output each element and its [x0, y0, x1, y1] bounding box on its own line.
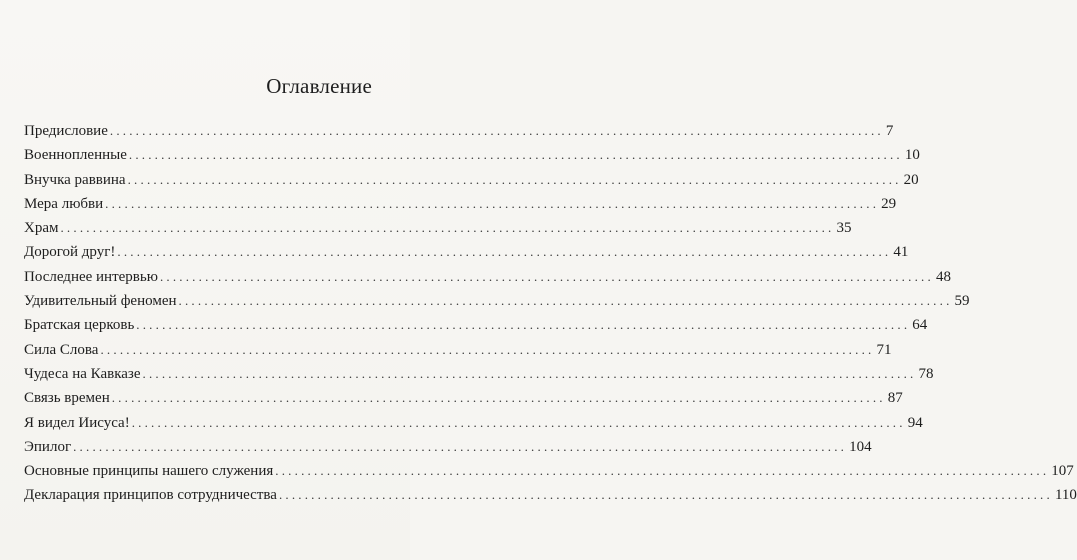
- toc-entry: [24, 168, 919, 192]
- dot-leader: ........................................................................................................................: [128, 147, 903, 163]
- toc-heading: Оглавление: [266, 74, 372, 98]
- toc-entry-title: Сила Слова: [24, 341, 99, 358]
- toc-entry-title: Дорогой друг!: [24, 244, 116, 261]
- toc-entry-title: Чудеса на Кавказе: [24, 365, 141, 382]
- toc-entry-page: 29: [881, 195, 897, 212]
- toc-entry: [24, 143, 920, 167]
- toc-entry-page: 110: [1054, 487, 1077, 504]
- toc-entry-page: 35: [836, 220, 852, 237]
- toc-entry-title: Последнее интервью: [24, 268, 158, 285]
- dot-leader: ........................................................................................................................: [131, 414, 906, 430]
- dot-leader: ........................................................................................................................: [142, 365, 917, 381]
- toc-entry-page: 20: [903, 171, 919, 188]
- toc-entry-title: Основные принципы нашего служения: [24, 463, 274, 480]
- toc-entry-page: 10: [904, 147, 920, 164]
- toc-entry: [24, 386, 903, 410]
- dot-leader: ........................................................................................................................: [109, 123, 884, 138]
- toc-entry: [24, 435, 872, 459]
- toc-entry-title: Предисловие: [24, 123, 108, 139]
- dot-leader: ........................................................................................................................: [127, 171, 902, 187]
- toc-entry-page: 59: [954, 293, 970, 310]
- toc-entry: [24, 313, 928, 337]
- toc-entry-page: 104: [849, 438, 872, 455]
- toc-entry-page: 71: [876, 341, 892, 358]
- dot-leader: ........................................................................................................................: [60, 220, 835, 236]
- toc-entry-title: Эпилог: [24, 438, 72, 455]
- dot-leader: ........................................................................................................................: [105, 195, 880, 211]
- toc-entry: [24, 483, 1077, 507]
- toc-entry-page: 94: [907, 414, 923, 431]
- toc-entry: [24, 459, 1074, 483]
- toc-entry: [24, 338, 892, 362]
- dot-leader: ........................................................................................................................: [100, 341, 875, 357]
- dot-leader: ........................................................................................................................: [178, 293, 953, 309]
- toc-entry-page: 107: [1051, 463, 1074, 480]
- toc-entry: [24, 216, 852, 240]
- table-of-contents: [24, 119, 1077, 508]
- toc-entry-page: 78: [918, 365, 934, 382]
- toc-entry-page: 41: [893, 244, 909, 261]
- toc-entry-title: Декларация принципов сотрудничества: [24, 487, 277, 504]
- toc-entry: [24, 240, 909, 264]
- toc-entry-page: 87: [887, 390, 903, 407]
- toc-entry-page: 48: [935, 268, 951, 285]
- toc-entry-page: 64: [912, 317, 928, 334]
- dot-leader: ........................................................................................................................: [159, 268, 934, 284]
- toc-entry-title: Я видел Иисуса!: [24, 414, 130, 431]
- dot-leader: ........................................................................................................................: [136, 317, 911, 333]
- dot-leader: ........................................................................................................................: [111, 390, 886, 406]
- dot-leader: ........................................................................................................................: [278, 487, 1053, 503]
- toc-entry-page: 7: [885, 123, 894, 139]
- toc-entry-title: Храм: [24, 220, 59, 237]
- toc-entry-title: Братская церковь: [24, 317, 135, 334]
- toc-entry: [24, 289, 970, 313]
- dot-leader: ........................................................................................................................: [275, 463, 1050, 479]
- toc-entry-title: Военнопленные: [24, 147, 127, 164]
- toc-entry: [24, 192, 897, 216]
- toc-entry-title: Внучка раввина: [24, 171, 126, 188]
- toc-entry: [24, 265, 951, 289]
- dot-leader: ........................................................................................................................: [73, 438, 848, 454]
- toc-entry: [24, 411, 923, 435]
- toc-entry: [24, 362, 934, 386]
- dot-leader: ........................................................................................................................: [117, 244, 892, 260]
- toc-entry-title: Связь времен: [24, 390, 110, 407]
- toc-entry: [24, 119, 894, 143]
- toc-entry-title: Удивительный феномен: [24, 293, 177, 310]
- toc-entry-title: Мера любви: [24, 195, 104, 212]
